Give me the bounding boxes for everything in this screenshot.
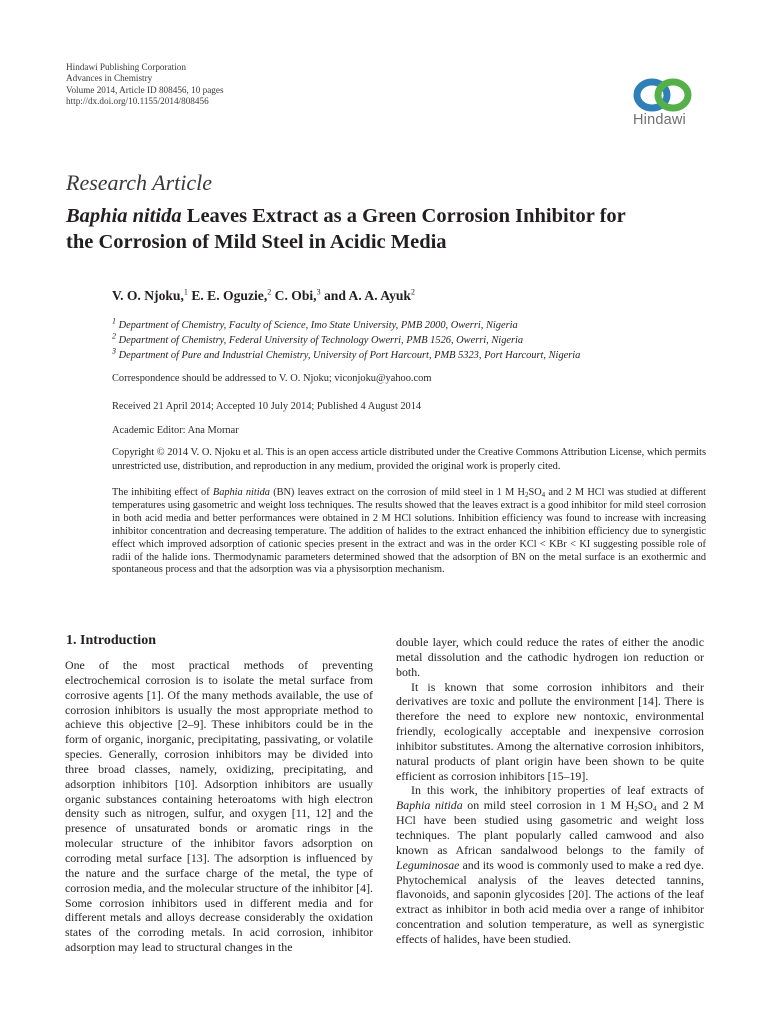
body-text: on mild steel corrosion in 1 M H [462,798,635,813]
body-paragraph: One of the most practical methods of preventing electrochemical corrosion is to isolate the metal surface from corrosive agents [1]. Of the many methods available, the use of corrosion inhibitors is usually the most appropriate method to achieve this objective [2–9]. These inhibitors could be in the form of organic, inorganic, precipitating, passivating, or volatile species. Generally, corrosion inhibitors may be divided into three broad classes, namely, oxidizing, precipitating, and adsorption inhibitors [10]. Adsorption inhibitors are usually organic substances containing heteroatoms with high electron density such as nitrogen, sulfur, and oxygen [11, 12] and the presence of unsaturated bonds or aromatic rings in the molecular structure of the inhibitor favors adsorption on corroding metal surface [13]. The adsorption is influenced by the nature and the surface charge of the metal, the type of corrosion media, and the molecular structure of the inhibitor [4]. Some corrosion inhibitors used in different media and for different metals and alloys decrease considerably the oxidation states of the corroding metals. In acid corrosion, inhibitor adsorption may lead to structural changes in the [65,658,373,955]
paper-title [66,203,716,255]
subscript: 2 [524,491,529,499]
abstract-species: Baphia nitida [212,487,270,498]
publisher-name: Hindawi Publishing Corporation [66,62,186,72]
author-affiliation-mark: 1 [183,287,188,297]
right-column [396,635,704,947]
publication-dates: Received 21 April 2014; Accepted 10 July 2014; Published 4 August 2014 [112,401,422,412]
doi-link[interactable]: http://dx.doi.org/10.1155/2014/808456 [66,96,209,107]
subscript: 2 [634,805,638,814]
affiliation-text: Department of Pure and Industrial Chemistry, University of Port Harcourt, PMB 5323, Port Harcourt, Nigeria [116,350,581,362]
title-line1: Leaves Extract as a Green Corrosion Inhibitor for [181,205,626,227]
affiliation [112,318,580,333]
correspondence: Correspondence should be addressed to V. O. Njoku; viconjoku@yahoo.com [112,373,432,384]
journal-info [66,62,224,108]
body-paragraph: double layer, which could reduce the rates of either the anodic metal dissolution and the cathodic hydrogen ion reduction or both. [396,635,704,679]
subscript: 4 [653,805,657,814]
body-paragraph: It is known that some corrosion inhibitors and their derivatives are toxic and pollute the environment [14]. There is therefore the need to explore new nontoxic, environmental friendly, ecologically acceptable and inexpensive corrosion inhibitor substitutes. Among the alternative corrosion inhibitors, natural products of plant origin have been shown to be quite efficient as corrosion inhibitors [15–19]. [396,679,704,783]
affiliation-text: Department of Chemistry, Faculty of Science, Imo State University, PMB 2000, Owerri, Nigeria [116,320,518,331]
logo-text: Hindawi [633,112,686,128]
subscript: 4 [541,491,546,499]
affiliation-mark: 3 [112,346,116,356]
species-name: Baphia nitida [396,798,463,813]
affiliation [112,333,580,348]
family-name: Leguminosae [396,857,460,872]
title-species: Baphia nitida [66,205,182,227]
abstract [112,487,706,577]
affiliation-text: Department of Chemistry, Federal University of Technology Owerri, PMB 1526, Owerri, Nigeria [116,335,524,347]
author-affiliation-mark: 3 [316,287,321,297]
copyright-notice: Copyright © 2014 V. O. Njoku et al. This is an open access article distributed under the Creative Commons Attribution License, which permits unrestricted use, distribution, and reproduction in any medium, provided the original work is properly cited. [112,447,706,473]
section-heading: 1. Introduction [66,633,156,648]
author-affiliation-mark: 2 [267,287,272,297]
body-text: In this work, the inhibitory properties of leaf extracts of [411,783,704,798]
author: E. E. Oguzie, [191,288,268,303]
author: V. O. Njoku, [112,288,184,303]
left-column [65,658,373,955]
author-list [112,288,415,304]
academic-editor: Academic Editor: Ana Mornar [112,425,239,436]
abstract-text: and 2 M HCl was studied at different temperatures using gasometric and weight loss techniques. The results showed that the leaves extract is a good inhibitor for mild steel corrosion in both acid media and better performances were obtained in 2 M HCl solutions. Inhibition efficiency was found to increase with increasing inhibitor concentration and decreasing temperature. The addition of halides to the extract enhanced the inhibition efficiency due to synergistic effect which improved adsorption of cationic species present in the extract and was in the order KCl < KBr < KI suggesting possible role of radii of the halide ions. Thermodynamic parameters determined showed that the adsorption of BN on the metal surface is an exothermic and spontaneous process and that the adsorption was via a physisorption mechanism. [112,487,706,576]
journal-name: Advances in Chemistry [66,73,153,84]
article-type: Research Article [66,170,213,195]
affiliation-mark: 2 [112,331,116,341]
author: C. Obi, [274,288,317,303]
volume-info: Volume 2014, Article ID 808456, 10 pages [66,84,224,95]
abstract-text: SO [528,487,542,498]
affiliation-mark: 1 [112,316,116,326]
abstract-text: (BN) leaves extract on the corrosion of mild steel in 1 M H [269,487,525,498]
author: and A. A. Ayuk [323,288,411,303]
abstract-text: The inhibiting effect of [112,487,213,498]
affiliation [112,348,580,363]
body-text: SO [637,798,653,813]
title-line2: the Corrosion of Mild Steel in Acidic Media [66,231,447,253]
body-text: and its wood is commonly used to make a red dye. Phytochemical analysis of the leaves detected tannins, flavonoids, and saponin glycosides [20]. The actions of the leaf extract as inhibitor in both acid media over a range of inhibitor concentration and solution temperature, as well as synergistic effects of halides, have been studied. [396,857,704,946]
body-paragraph [396,783,704,946]
body-text: and 2 M HCl have been studied using gasometric and weight loss techniques. The plant popularly called camwood and also known as African sandalwood belongs to the family of [396,798,704,857]
affiliation-list [112,318,580,364]
author-affiliation-mark: 2 [411,287,415,297]
